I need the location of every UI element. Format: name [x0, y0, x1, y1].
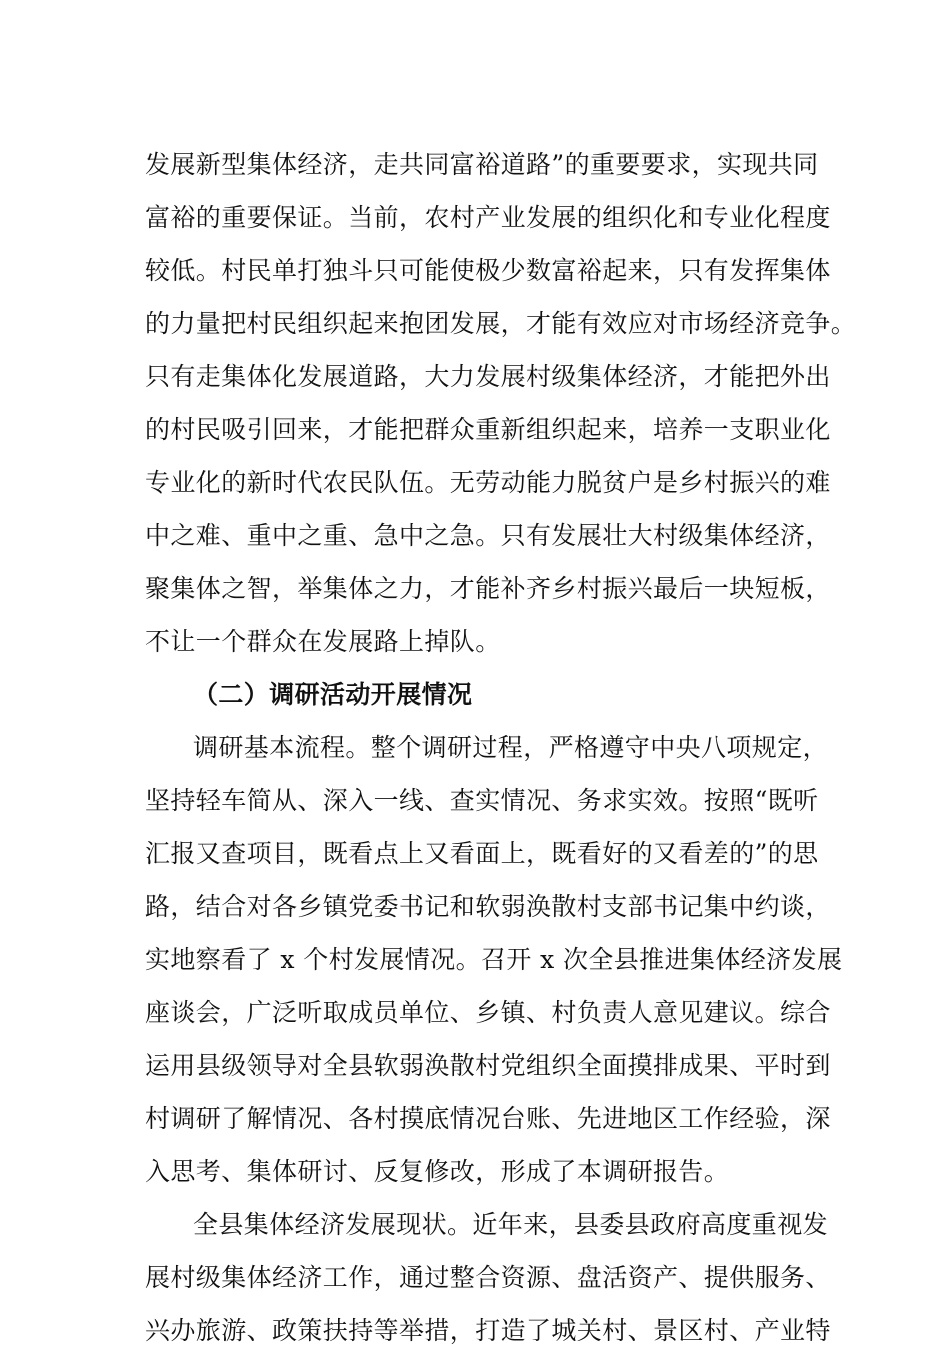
text-line: 中之难、重中之重、急中之急。只有发展壮大村级集体经济， [145, 521, 831, 550]
text-line: 不让一个群众在发展路上掉队。 [145, 627, 501, 656]
text-line: 较低。村民单打独斗只可能使极少数富裕起来，只有发挥集体 [145, 256, 831, 285]
text-line: 坚持轻车简从、深入一线、查实情况、务求实效。按照“既听 [145, 786, 819, 815]
section-heading: （二）调研活动开展情况 [193, 680, 473, 709]
paragraph-first-line: 调研基本流程。整个调研过程，严格遵守中央八项规定， [193, 733, 829, 762]
text-line: 富裕的重要保证。当前，农村产业发展的组织化和专业化程度 [145, 203, 831, 232]
text-line: 入思考、集体研讨、反复修改，形成了本调研报告。 [145, 1157, 730, 1186]
text-line: 汇报又查项目，既看点上又看面上，既看好的又看差的”的思 [145, 839, 819, 868]
text-line: 专业化的新时代农民队伍。无劳动能力脱贫户是乡村振兴的难 [145, 468, 831, 497]
text-line: 座谈会，广泛听取成员单位、乡镇、村负责人意见建议。综合 [145, 998, 831, 1027]
text-line: 村调研了解情况、各村摸底情况台账、先进地区工作经验，深 [145, 1104, 831, 1133]
text-line: 只有走集体化发展道路，大力发展村级集体经济，才能把外出 [145, 362, 831, 391]
text-line: 的村民吸引回来，才能把群众重新组织起来，培养一支职业化 [145, 415, 831, 444]
text-line: 实地察看了 x 个村发展情况。召开 x 次全县推进集体经济发展 [145, 945, 843, 974]
text-line: 运用县级领导对全县软弱涣散村党组织全面摸排成果、平时到 [145, 1051, 831, 1080]
text-line: 聚集体之智，举集体之力，才能补齐乡村振兴最后一块短板， [145, 574, 831, 603]
text-line: 路，结合对各乡镇党委书记和软弱涣散村支部书记集中约谈， [145, 892, 831, 921]
text-line: 兴办旅游、政策扶持等举措，打造了城关村、景区村、产业特 [145, 1316, 831, 1345]
text-line: 发展新型集体经济，走共同富裕道路”的重要要求，实现共同 [145, 150, 819, 179]
text-line: 的力量把村民组织起来抱团发展，才能有效应对市场经济竞争。 [145, 309, 857, 338]
paragraph-first-line: 全县集体经济发展现状。近年来，县委县政府高度重视发 [193, 1210, 829, 1239]
body-text [145, 138, 857, 1357]
text-line: 展村级集体经济工作，通过整合资源、盘活资产、提供服务、 [145, 1263, 831, 1292]
